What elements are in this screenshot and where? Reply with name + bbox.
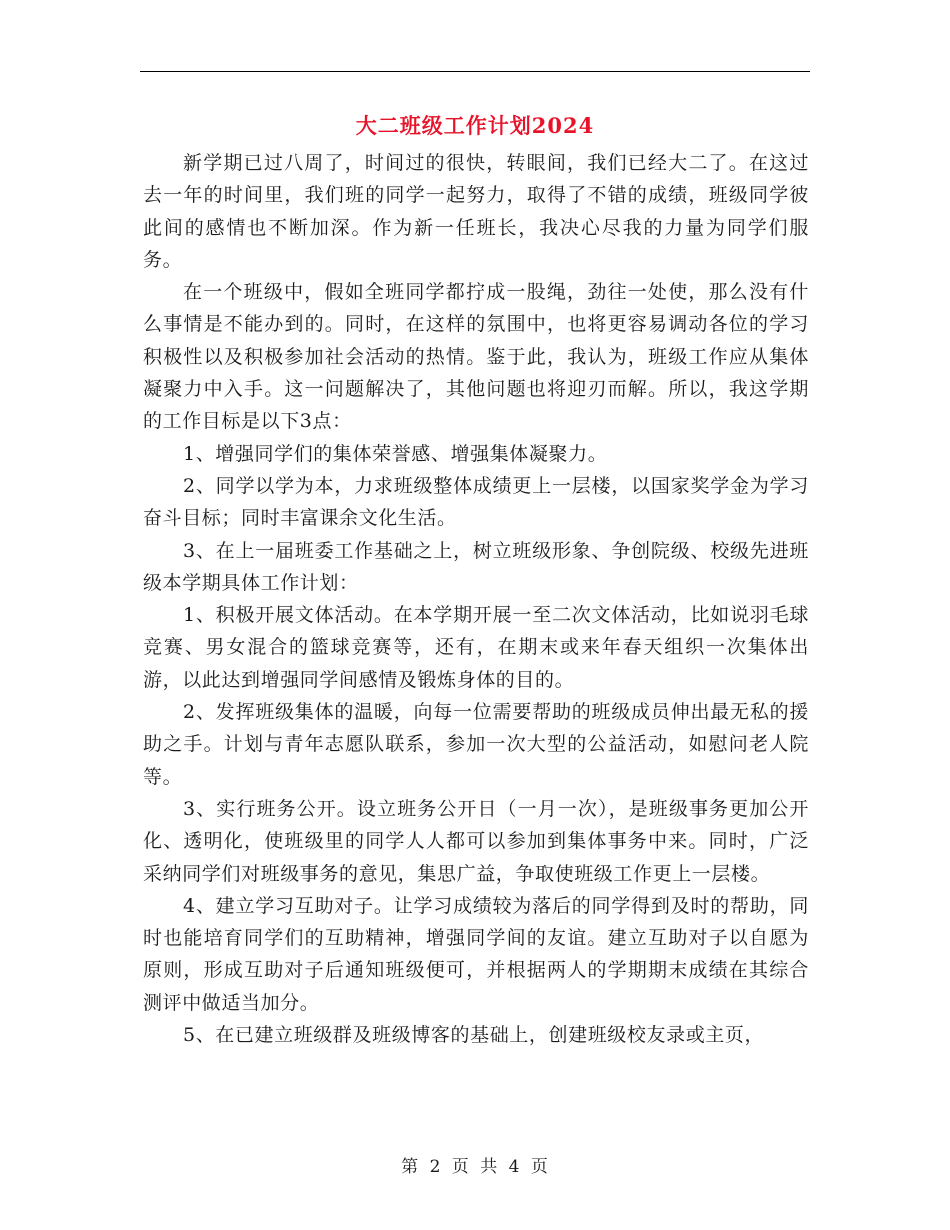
document-body [143, 147, 809, 1051]
paragraph: 在一个班级中，假如全班同学都拧成一股绳，劲往一处使，那么没有什么事情是不能办到的。同时，在这样的氛围中，也将更容易调动各位的学习积极性以及积极参加社会活动的热情。鉴于此，我认为，班级工作应从集体凝聚力中入手。这一问题解决了，其他问题也将迎刃而解。所以，我这学期的工作目标是以下3点： [143, 281, 809, 433]
list-item: 1、积极开展文体活动。在本学期开展一至二次文体活动，比如说羽毛球竞赛、男女混合的篮球竞赛等，还有，在期末或来年春天组织一次集体出游，以此达到增强同学间感情及锻炼身体的目的。 [143, 604, 809, 691]
paragraph: 新学期已过八周了，时间过的很快，转眼间，我们已经大二了。在这过去一年的时间里，我们班的同学一起努力，取得了不错的成绩，班级同学彼此间的感情也不断加深。作为新一任班长，我决心尽我的力量为同学们服务。 [143, 152, 809, 271]
list-item: 3、实行班务公开。设立班务公开日（一月一次），是班级事务更加公开化、透明化，使班级里的同学人人都可以参加到集体事务中来。同时，广泛采纳同学们对班级事务的意见，集思广益，争取使班级工作更上一层楼。 [143, 797, 809, 885]
list-item: 1、增强同学们的集体荣誉感、增强集体凝聚力。 [183, 442, 608, 465]
header-rule [140, 71, 810, 72]
list-item: 2、发挥班级集体的温暖，向每一位需要帮助的班级成员伸出最无私的援助之手。计划与青年志愿队联系，参加一次大型的公益活动，如慰问老人院等。 [143, 701, 809, 788]
list-item: 4、建立学习互助对子。让学习成绩较为落后的同学得到及时的帮助，同时也能培育同学们的互助精神，增强同学间的友谊。建立互助对子以自愿为原则，形成互助对子后通知班级便可，并根据两人的学期期末成绩在其综合测评中做适当加分。 [143, 894, 809, 1014]
list-item: 3、在上一届班委工作基础之上，树立班级形象、争创院级、校级先进班级本学期具体工作计划： [143, 539, 809, 594]
list-item: 2、同学以学为本，力求班级整体成绩更上一层楼，以国家奖学金为学习奋斗目标；同时丰富课余文化生活。 [143, 474, 809, 530]
page-number-footer: 第 2 页 共 4 页 [401, 1157, 549, 1177]
document-title: 大二班级工作计划2024 [355, 113, 595, 138]
list-item: 5、在已建立班级群及班级博客的基础上，创建班级校友录或主页， [183, 1024, 765, 1047]
